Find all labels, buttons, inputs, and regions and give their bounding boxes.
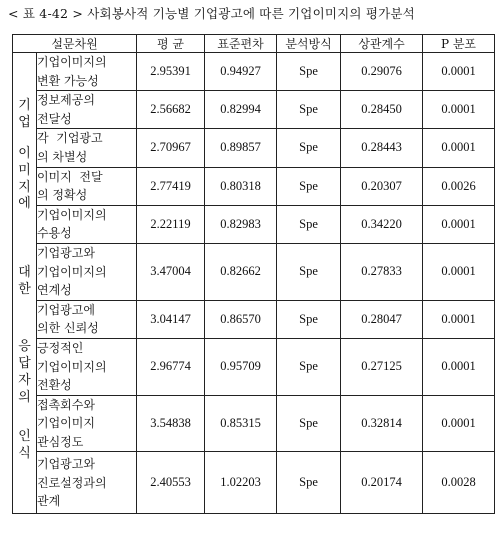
side-label-char: 지 <box>18 179 31 195</box>
cell-sd: 0.89857 <box>205 129 277 167</box>
side-label-char: 한 <box>18 282 31 298</box>
item-line: 기업이미지의 <box>37 55 107 69</box>
side-label-column <box>13 53 37 514</box>
cell-p: 0.0001 <box>423 338 495 395</box>
cell-item <box>37 452 137 514</box>
cell-p: 0.0026 <box>423 167 495 205</box>
cell-p: 0.0001 <box>423 129 495 167</box>
table-row <box>13 167 495 205</box>
side-label-char: 이 <box>18 145 31 161</box>
cell-p: 0.0001 <box>423 205 495 243</box>
cell-method: Spe <box>277 129 341 167</box>
cell-method: Spe <box>277 91 341 129</box>
side-label-char: 미 <box>18 162 31 178</box>
header-p: P 분포 <box>423 35 495 53</box>
header-method: 분석방식 <box>277 35 341 53</box>
header-sd: 표준편차 <box>205 35 277 53</box>
cell-method: Spe <box>277 395 341 452</box>
item-line: 의 정확성 <box>37 188 88 203</box>
side-label-char: 자 <box>18 372 31 388</box>
cell-corr: 0.34220 <box>341 205 423 243</box>
cell-corr: 0.27125 <box>341 338 423 395</box>
table-row <box>13 205 495 243</box>
side-label-char: 응 <box>18 339 31 355</box>
cell-method: Spe <box>277 452 341 514</box>
item-line: 연계성 <box>37 283 72 298</box>
cell-method: Spe <box>277 338 341 395</box>
cell-p: 0.0001 <box>423 91 495 129</box>
cell-item <box>37 129 137 167</box>
side-label-group <box>13 146 36 214</box>
table-row <box>13 395 495 452</box>
cell-mean: 2.95391 <box>137 53 205 91</box>
cell-item <box>37 167 137 205</box>
table-row <box>13 53 495 91</box>
table-caption: < 표 4-42 > 사회봉사적 기능별 기업광고에 따른 기업이미지의 평가분석 <box>8 6 415 21</box>
cell-corr: 0.29076 <box>341 53 423 91</box>
cell-mean: 2.77419 <box>137 167 205 205</box>
cell-sd: 0.82994 <box>205 91 277 129</box>
item-line: 진로설정과의 <box>37 475 107 490</box>
cell-corr: 0.28450 <box>341 91 423 129</box>
item-line: 기업이미지의 <box>37 207 107 222</box>
cell-mean: 2.22119 <box>137 205 205 243</box>
table-row <box>13 338 495 395</box>
cell-item <box>37 205 137 243</box>
item-line: 기업이미지의 <box>37 264 107 279</box>
table-row <box>13 452 495 514</box>
cell-corr: 0.27833 <box>341 243 423 300</box>
item-line: 의한 신뢰성 <box>37 321 99 336</box>
side-label-char: 에 <box>18 196 31 212</box>
side-label-char: 인 <box>18 428 31 444</box>
header-item: 설문차원 <box>13 35 137 53</box>
cell-corr: 0.28443 <box>341 129 423 167</box>
cell-item <box>37 243 137 300</box>
header-mean: 평 균 <box>137 35 205 53</box>
cell-item <box>37 395 137 452</box>
cell-sd: 0.82662 <box>205 243 277 300</box>
side-label-group <box>13 429 36 463</box>
item-line: 변환 가능성 <box>37 73 99 88</box>
cell-mean: 3.04147 <box>137 300 205 338</box>
cell-mean: 2.40553 <box>137 452 205 514</box>
item-line: 기업광고와 <box>37 245 95 260</box>
cell-mean: 2.70967 <box>137 129 205 167</box>
cell-sd: 0.82983 <box>205 205 277 243</box>
cell-p: 0.0028 <box>423 452 495 514</box>
cell-sd: 0.94927 <box>205 53 277 91</box>
cell-item <box>37 53 137 91</box>
cell-corr: 0.20174 <box>341 452 423 514</box>
table-row <box>13 243 495 300</box>
cell-sd: 0.86570 <box>205 300 277 338</box>
item-line: 기업광고와 <box>37 457 95 472</box>
header-corr: 상관계수 <box>341 35 423 53</box>
cell-item <box>37 338 137 395</box>
cell-sd: 0.85315 <box>205 395 277 452</box>
cell-mean: 2.56682 <box>137 91 205 129</box>
item-line: 관심정도 <box>37 434 84 449</box>
cell-method: Spe <box>277 243 341 300</box>
cell-p: 0.0001 <box>423 395 495 452</box>
side-label-group <box>13 339 36 407</box>
item-line: 기업광고에 <box>37 302 95 317</box>
item-line: 접촉회수와 <box>37 397 95 412</box>
side-label-group <box>13 98 36 132</box>
cell-corr: 0.32814 <box>341 395 423 452</box>
cell-corr: 0.28047 <box>341 300 423 338</box>
cell-item <box>37 91 137 129</box>
cell-method: Spe <box>277 167 341 205</box>
item-line: 정보제공의 <box>37 93 95 108</box>
header-row <box>13 35 495 53</box>
cell-method: Spe <box>277 53 341 91</box>
table-row <box>13 300 495 338</box>
cell-item <box>37 300 137 338</box>
cell-p: 0.0001 <box>423 300 495 338</box>
cell-method: Spe <box>277 300 341 338</box>
cell-sd: 1.02203 <box>205 452 277 514</box>
cell-sd: 0.80318 <box>205 167 277 205</box>
evaluation-table <box>12 34 495 514</box>
side-label-char: 기 <box>18 98 31 113</box>
item-line: 각 기업광고 <box>37 131 103 146</box>
item-line: 관계 <box>37 494 61 509</box>
cell-mean: 3.54838 <box>137 395 205 452</box>
cell-mean: 3.47004 <box>137 243 205 300</box>
item-line: 전환성 <box>37 378 72 393</box>
item-line: 기업이미지 <box>37 416 95 431</box>
item-line: 긍정적인 <box>37 340 84 355</box>
side-label-char: 업 <box>18 114 31 130</box>
side-label-char: 대 <box>18 265 31 281</box>
item-line: 기업이미지의 <box>37 359 107 374</box>
side-label-group <box>13 265 36 299</box>
table-row <box>13 129 495 167</box>
cell-method: Spe <box>277 205 341 243</box>
item-line: 수용성 <box>37 226 72 241</box>
side-label-char: 의 <box>18 389 31 405</box>
cell-mean: 2.96774 <box>137 338 205 395</box>
cell-sd: 0.95709 <box>205 338 277 395</box>
cell-corr: 0.20307 <box>341 167 423 205</box>
cell-p: 0.0001 <box>423 53 495 91</box>
item-line: 의 차별성 <box>37 149 88 164</box>
table-row <box>13 91 495 129</box>
cell-p: 0.0001 <box>423 243 495 300</box>
item-line: 이미지 전달 <box>37 169 103 184</box>
item-line: 전달성 <box>37 111 72 126</box>
side-label-char: 답 <box>18 356 31 372</box>
side-label-char: 식 <box>18 445 31 461</box>
